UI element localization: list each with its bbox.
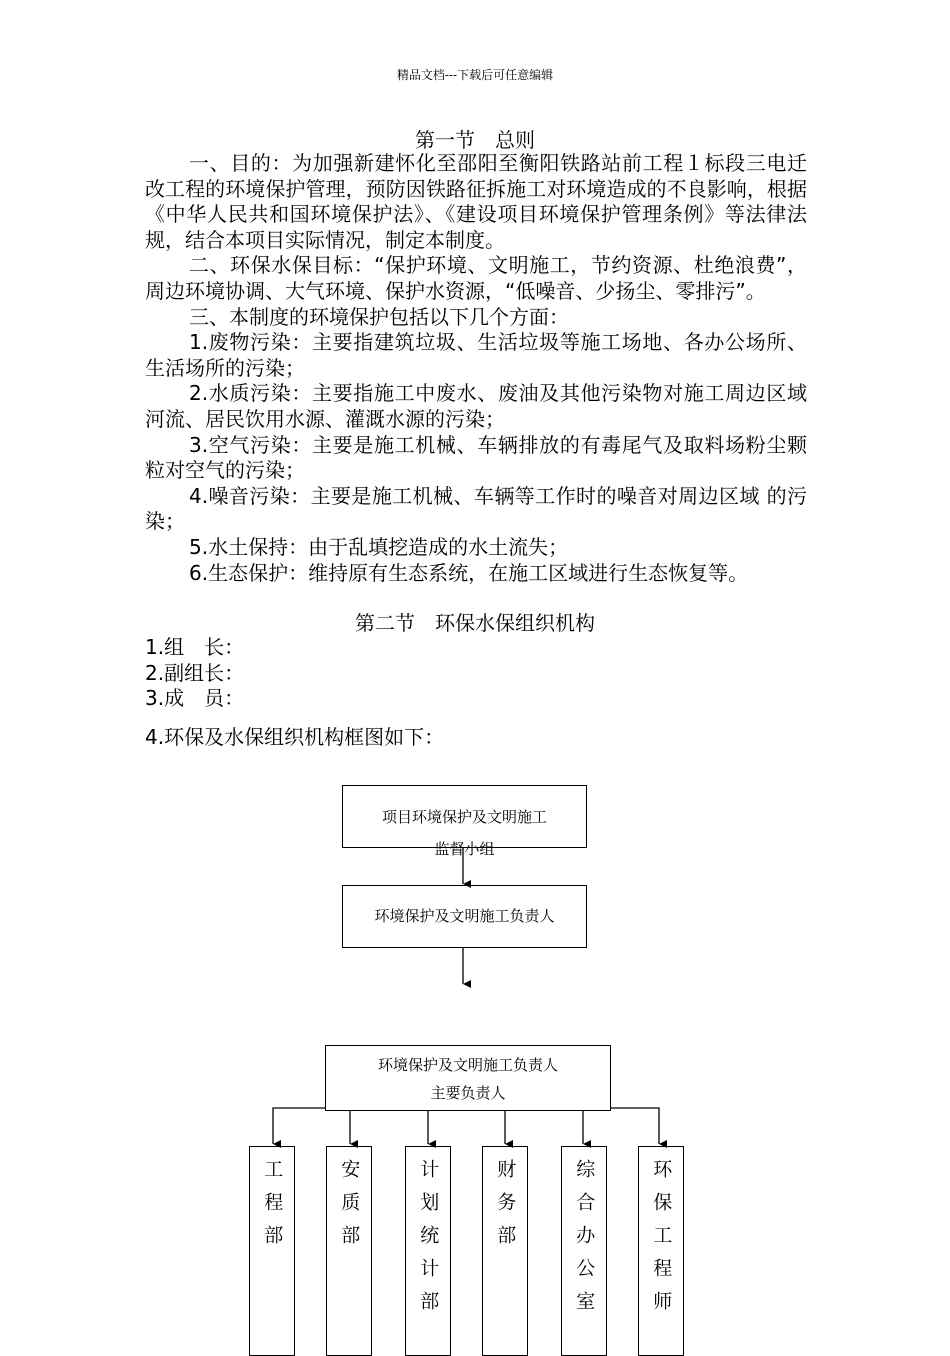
page-header: 精品文档---下载后可任意编辑	[396, 68, 554, 82]
dept-planning-statistics-label: 计划统计部	[417, 1159, 440, 1324]
responsible-person-box: 环境保护及文明施工负责人	[342, 885, 587, 948]
paragraph-item-5: 5.水土保持：由于乱填挖造成的水土流失；	[189, 534, 569, 559]
dept-env-engineer	[638, 1146, 684, 1356]
main-responsible-line2: 主要负责人	[430, 1084, 506, 1102]
leader-line: 1.组 长：	[145, 635, 245, 659]
paragraph-goal: 二、环保水保目标：“保护环境、文明施工，节约资源、杜绝浪费”，周边环境协调、大气环境、保护水资源，“低噪音、少扬尘、零排污”。	[145, 253, 807, 303]
dept-safety-quality	[326, 1146, 372, 1356]
dept-general-office	[561, 1146, 607, 1356]
supervision-group-line1: 项目环境保护及文明施工	[381, 808, 547, 826]
dept-finance	[482, 1146, 528, 1356]
paragraph-item-2: 2.水质污染：主要指施工中废水、废油及其他污染物对施工周边区域河流、居民饮用水源、灌溉水源的污染；	[145, 381, 807, 431]
dept-general-office-label: 综合办公室	[573, 1159, 596, 1324]
dept-engineering	[249, 1146, 295, 1356]
arrow-to-env-engineer	[611, 1108, 659, 1144]
paragraph-item-6: 6.生态保护：维持原有生态系统，在施工区域进行生态恢复等。	[189, 560, 749, 585]
paragraph-item-1: 1.废物污染：主要指建筑垃圾、生活垃圾等施工场地、各办公场所、生活场所的污染；	[145, 330, 807, 380]
paragraph-scope: 三、本制度的环境保护包括以下几个方面：	[189, 304, 569, 329]
dept-env-engineer-label: 环保工程师	[650, 1159, 673, 1324]
dept-safety-quality-label: 安质部	[338, 1159, 361, 1258]
dept-finance-label: 财务部	[494, 1159, 517, 1258]
dept-engineering-label: 工程部	[261, 1159, 284, 1258]
members-line: 3.成 员：	[145, 686, 245, 711]
dept-planning-statistics	[405, 1146, 451, 1356]
arrow-to-engineering	[273, 1108, 325, 1144]
paragraph-purpose: 一、目的：为加强新建怀化至邵阳至衡阳铁路站前工程１标段三电迁改工程的环境保护管理，预防因铁路征拆施工对环境造成的不良影响，根据《中华人民共和国环境保护法》、《建设项目环境保护管理条例》等法律法规，结合本项目实际情况，制定本制度。	[145, 151, 807, 252]
main-responsible-line1: 环境保护及文明施工负责人	[377, 1056, 558, 1074]
paragraph-item-3: 3.空气污染：主要是施工机械、车辆排放的有毒尾气及取料场粉尘颗粒对空气的污染；	[145, 432, 807, 483]
supervision-group-line2: 监督小组	[434, 840, 495, 858]
paragraph-item-4: 4.噪音污染：主要是施工机械、车辆等工作时的噪音对周边区域 的污染；	[145, 483, 807, 534]
deputy-leader-line: 2.副组长：	[145, 660, 245, 685]
main-responsible-box	[325, 1045, 611, 1111]
section1-title: 第一节 总则	[415, 128, 535, 152]
section2-title: 第二节 环保水保组织机构	[355, 611, 595, 635]
org-chart-intro: 4.环保及水保组织机构框图如下：	[145, 725, 445, 749]
